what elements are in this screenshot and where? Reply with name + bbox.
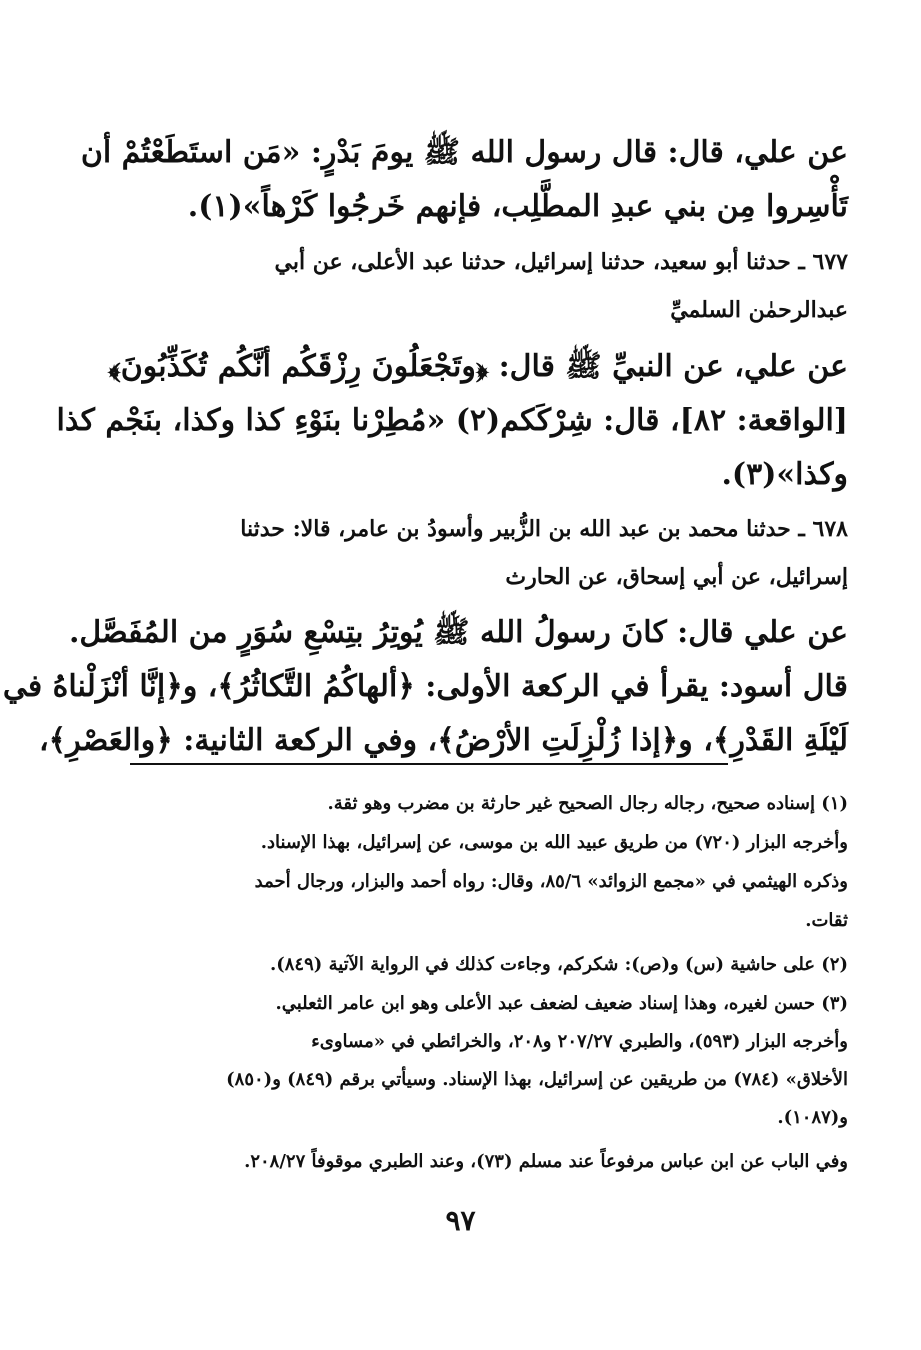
footnote-line: وذكره الهيثمي في «مجمع الزوائد» ٨٥/٦، وقال: رواه أحمد والبزار، ورجال أحمد <box>254 871 848 892</box>
paragraph-hadith-677-isnad <box>138 238 848 334</box>
footnote-line: (٢) على حاشية (س) و(ص): شكركم، وجاءت كذلك في الرواية الآتية (٨٤٩). <box>269 954 848 975</box>
text-line: قال أسود: يقرأ في الركعة الأولى: ﴿ألهاكُمُ التَّكاثُرُ﴾، و﴿إنَّا أنْزَلْناهُ في <box>2 669 848 704</box>
page-number: ٩٧ <box>445 1204 476 1237</box>
footnote-line: وأخرجه البزار (٥٩٣)، والطبري ٢٠٧/٢٧ و٢٠٨، والخرائطي في «مساوىء <box>311 1031 848 1052</box>
text-line: عن علي قال: كانَ رسولُ الله ﷺ يُوتِرُ بتِسْعِ سُوَرٍ من المُفَصَّل. <box>68 615 848 650</box>
footnote-line: (١) إسناده صحيح، رجاله رجال الصحيح غير حارثة بن مضرب وهو ثقة. <box>327 793 848 814</box>
paragraph-hadith-678-isnad <box>138 505 848 601</box>
footnote-line: وفي الباب عن ابن عباس مرفوعاً عند مسلم (٧٣)، وعند الطبري موقوفاً ٢٠٨/٢٧. <box>244 1151 848 1172</box>
paragraph-hadith-676-text <box>80 126 848 234</box>
footnote-1 <box>138 784 848 940</box>
text-line: تَأْسِروا مِن بني عبدِ المطَّلِب، فإنهم خَرجُوا كَرْهاً»(١). <box>187 189 848 224</box>
text-line: عبدالرحمٰن السلميِّ <box>670 297 848 323</box>
text-line: عن علي، قال: قال رسول الله ﷺ يومَ بَدْرٍ: «مَن استَطَعْتُمْ أن <box>80 135 848 170</box>
footnote-line: (٣) حسن لغيره، وهذا إسناد ضعيف لضعف عبد الأعلى وهو ابن عامر الثعلبي. <box>275 993 848 1014</box>
footnote-2 <box>138 945 848 984</box>
text-line: عن علي، عن النبيِّ ﷺ قال: ﴿وتَجْعَلُونَ رِزْقَكُم أنَّكُم تُكَذِّبُونَ﴾ <box>108 349 848 384</box>
text-line: [الواقعة: ٨٢]، قال: شِرْكَكم(٢) «مُطِرْنا بنَوْءِ كذا وكذا، بنَجْم كذا <box>56 403 848 438</box>
text-line: إسرائيل، عن أبي إسحاق، عن الحارث <box>505 564 848 590</box>
text-line: وكذا»(٣). <box>721 457 848 492</box>
footnote-3 <box>138 985 848 1181</box>
footnote-line: ثقات. <box>805 910 848 931</box>
footnote-line: الأخلاق» (٧٨٤) من طريقين عن إسرائيل، بهذا الإسناد. وسيأتي برقم (٨٤٩) و(٨٥٠) <box>226 1069 848 1090</box>
footnote-line: وأخرجه البزار (٧٢٠) من طريق عبيد الله بن موسى، عن إسرائيل، بهذا الإسناد. <box>260 832 848 853</box>
footnote-line: و(١٠٨٧). <box>777 1107 848 1128</box>
text-line: ٦٧٧ ـ حدثنا أبو سعيد، حدثنا إسرائيل، حدثنا عبد الأعلى، عن أبي <box>274 249 848 275</box>
paragraph-hadith-678-text <box>2 606 848 768</box>
text-line: لَيْلَةِ القَدْرِ﴾، و﴿إذا زُلْزِلَتِ الأرْضُ﴾، وفي الركعة الثانية: ﴿والعَصْرِ﴾، <box>38 723 848 758</box>
footnote-separator <box>130 763 728 765</box>
text-line: ٦٧٨ ـ حدثنا محمد بن عبد الله بن الزُّبير وأسودُ بن عامر، قالا: حدثنا <box>240 516 848 542</box>
paragraph-hadith-677-text <box>56 340 848 502</box>
